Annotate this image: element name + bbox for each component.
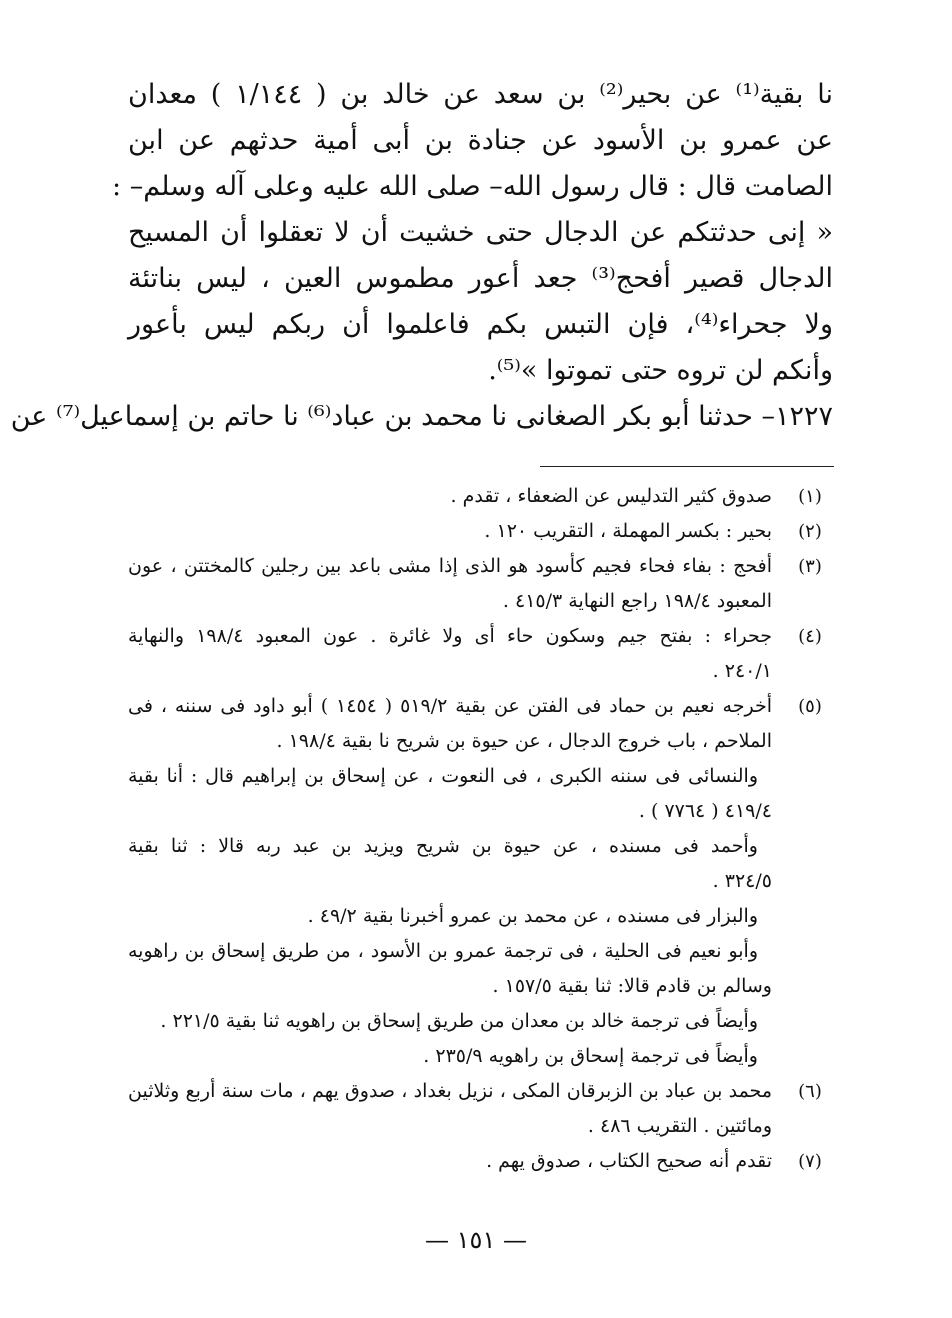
footnote-line: محمد بن عباد بن الزبرقان المكى ، نزيل بغداد ، صدوق يهم ، مات سنة أربع وثلاثين xyxy=(128,1080,772,1102)
footnote-line: وأبو نعيم فى الحلية ، فى ترجمة عمرو بن الأسود ، من طريق إسحاق بن راهويه xyxy=(128,940,758,962)
footnote-line: بحير : بكسر المهملة ، التقريب ١٢٠ . xyxy=(484,520,772,542)
footnote-7 xyxy=(128,1144,836,1179)
main-line: نا بقية⁽¹⁾ عن بحير⁽²⁾ بن سعد عن خالد بن ( ١/١٤٤ ) معدان xyxy=(128,79,833,110)
footnote-number: (٣) xyxy=(798,556,822,577)
footnote-line: أفحج : بفاء فحاء فجيم كأسود هو الذى إذا مشى باعد بين رجلين كالمختتن ، عون xyxy=(128,555,772,577)
footnote-line: جحراء : بفتح جيم وسكون حاء أى ولا غائرة . عون المعبود ١٩٨/٤ والنهاية xyxy=(128,625,772,647)
footnote-line: وأيضاً فى ترجمة خالد بن معدان من طريق إسحاق بن راهويه ثنا بقية ٢٢١/٥ . xyxy=(160,1010,758,1032)
footnote-number: (٢) xyxy=(798,521,822,542)
main-line: الدجال قصير أفحج⁽³⁾ جعد أعور مطموس العين ، ليس بناتئة xyxy=(128,263,833,294)
footnote-4 xyxy=(128,619,836,689)
footnote-number: (٧) xyxy=(798,1151,822,1172)
footnote-line: ومائتين . التقريب ٤٨٦ . xyxy=(587,1115,772,1137)
footnote-6 xyxy=(128,1074,836,1144)
footnote-3 xyxy=(128,549,836,619)
footnote-separator xyxy=(540,466,834,467)
footnote-line: المعبود ١٩٨/٤ راجع النهاية ٤١٥/٣ . xyxy=(502,590,772,612)
footnotes xyxy=(128,479,836,1179)
main-line: وأنكم لن تروه حتى تموتوا »⁽⁵⁾. xyxy=(488,355,833,386)
hadith-start-line: ١٢٢٧– حدثنا أبو بكر الصغانى نا محمد بن عباد⁽⁶⁾ نا حاتم بن إسماعيل⁽⁷⁾ عن xyxy=(10,401,833,432)
footnote-number: (٤) xyxy=(798,626,822,647)
footnote-line: الملاحم ، باب خروج الدجال ، عن حيوة بن شريح نا بقية ١٩٨/٤ . xyxy=(276,730,772,752)
footnote-line: والنسائى فى سننه الكبرى ، فى النعوت ، عن إسحاق بن إبراهيم قال : أنا بقية xyxy=(128,765,758,787)
footnote-5-continuation xyxy=(128,759,836,1074)
footnote-5 xyxy=(128,689,836,759)
footnote-1 xyxy=(128,479,836,514)
footnote-line: ٤١٩/٤ ( ٧٧٦٤ ) . xyxy=(638,800,772,822)
main-line: « إنى حدثتكم عن الدجال حتى خشيت أن لا تعقلوا أن المسيح xyxy=(128,217,833,248)
footnote-line: ٢٤٠/١ . xyxy=(712,660,772,682)
footnote-line: وأيضاً فى ترجمة إسحاق بن راهويه ٢٣٥/٩ . xyxy=(423,1045,758,1067)
footnote-number: (٦) xyxy=(798,1081,822,1102)
footnote-2 xyxy=(128,514,836,549)
footnote-line: أخرجه نعيم بن حماد فى الفتن عن بقية ٥١٩/٢ ( ١٤٥٤ ) أبو داود فى سننه ، فى xyxy=(128,695,772,717)
footnote-number: (٥) xyxy=(798,696,822,717)
footnote-line: والبزار فى مسنده ، عن محمد بن عمرو أخبرنا بقية ٤٩/٢ . xyxy=(307,905,758,927)
footnote-line: تقدم أنه صحيح الكتاب ، صدوق يهم . xyxy=(486,1150,772,1172)
main-line: الصامت قال : قال رسول الله– صلى الله عليه وعلى آله وسلم– : xyxy=(112,171,833,202)
footnote-line: ٣٢٤/٥ . xyxy=(712,870,772,892)
footnote-number: (١) xyxy=(798,486,822,507)
page-number: — ١٥١ — xyxy=(425,1226,527,1254)
main-line: عن عمرو بن الأسود عن جنادة بن أبى أمية حدثهم عن ابن xyxy=(128,125,833,156)
footnote-line: وأحمد فى مسنده ، عن حيوة بن شريح ويزيد بن عبد ربه قالا : ثنا بقية xyxy=(128,835,758,857)
main-text xyxy=(10,72,833,440)
main-line: ولا جحراء⁽⁴⁾، فإن التبس بكم فاعلموا أن ربكم ليس بأعور xyxy=(128,309,833,340)
footnote-line: وسالم بن قادم قالا: ثنا بقية ١٥٧/٥ . xyxy=(492,975,772,997)
footnote-line: صدوق كثير التدليس عن الضعفاء ، تقدم . xyxy=(450,485,772,507)
